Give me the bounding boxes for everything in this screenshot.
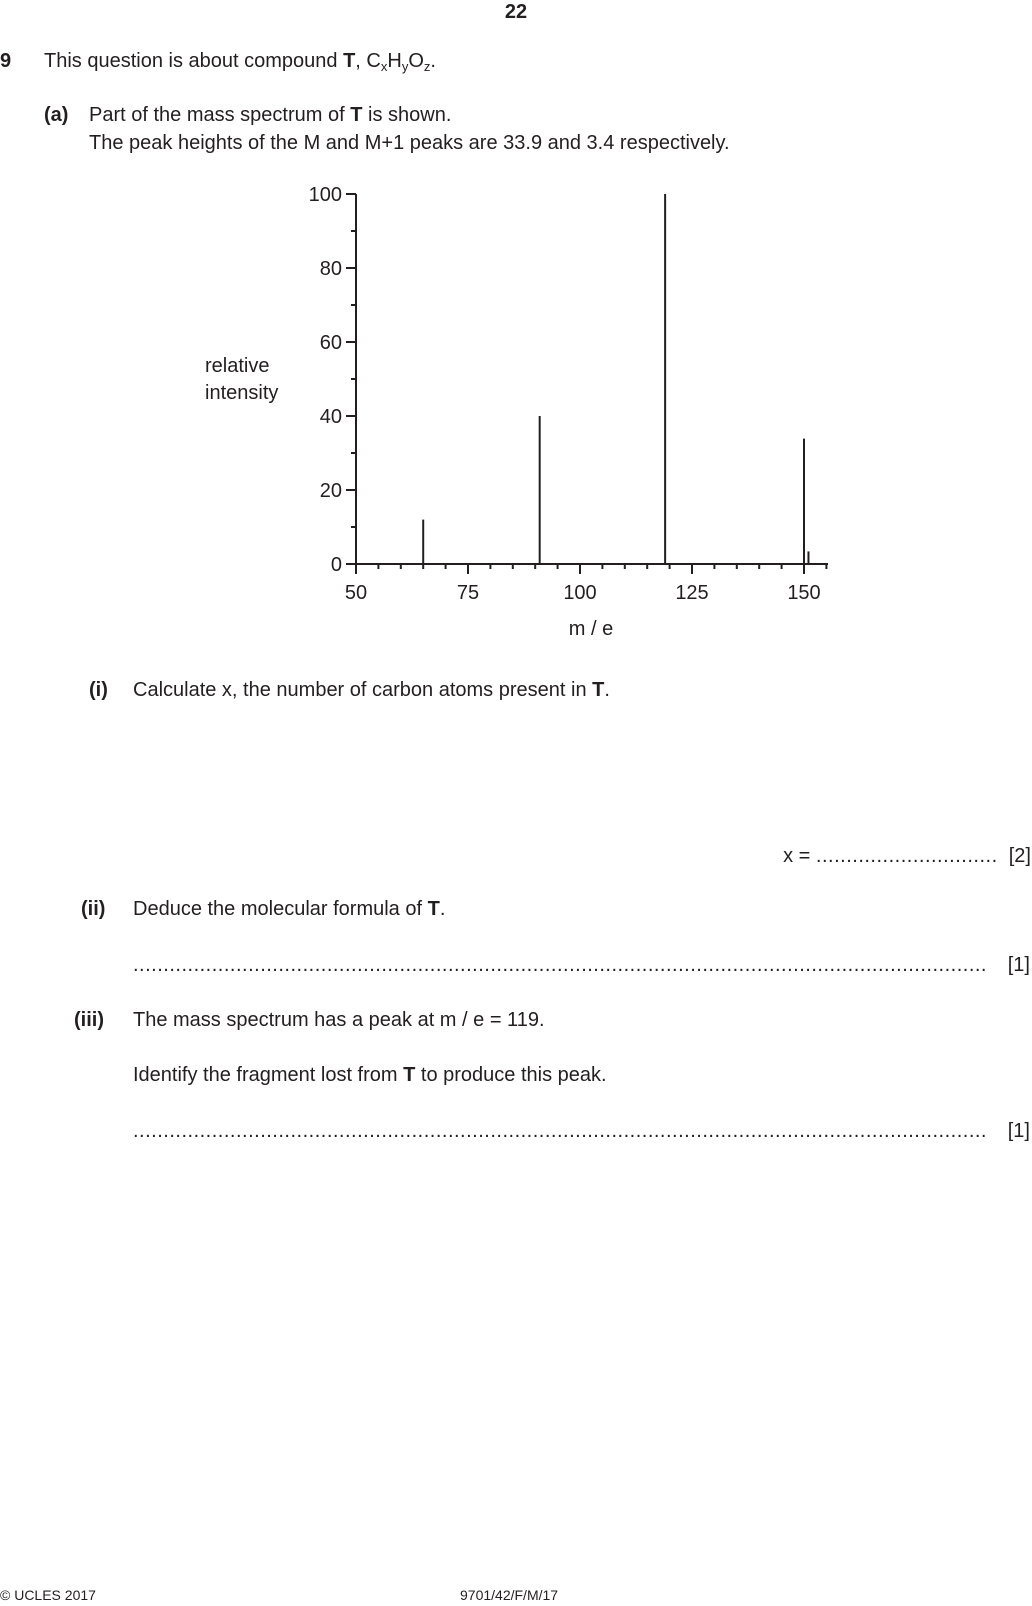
sub-i-label: (i)	[89, 679, 108, 701]
y-axis-label: relative	[205, 355, 270, 377]
footer-code: 9701/42/F/M/17	[460, 1587, 559, 1603]
x-tick-label: 100	[563, 582, 597, 604]
x-tick-label: 125	[675, 582, 709, 604]
sub-ii-label: (ii)	[81, 898, 106, 920]
page-number: 22	[504, 1, 528, 23]
molecular-formula-answer-field[interactable]: .............................................................................................................................................	[133, 954, 987, 976]
x-answer-field[interactable]: ..............................	[815, 845, 998, 867]
compound-formula: $C_xH_yO_z$.	[366, 50, 436, 74]
sub-iii-answer-line	[133, 1119, 1030, 1143]
compound-label: T	[343, 50, 356, 72]
sub-iii-question: Identify the fragment lost from T to produce this peak.	[133, 1064, 607, 1086]
sub-i-answer-line	[783, 844, 1031, 868]
question-intro: This question is about compound	[44, 50, 338, 72]
x-axis-label: m / e	[568, 618, 614, 640]
part-a-line1: Part of the mass spectrum of T is shown.	[89, 104, 452, 126]
question-number: 9	[0, 50, 12, 72]
y-tick-label: 40	[319, 406, 342, 428]
y-tick-label: 0	[330, 554, 342, 576]
x-tick-label: 75	[456, 582, 480, 604]
y-tick-label: 20	[319, 480, 342, 502]
y-axis-label: intensity	[205, 382, 279, 404]
sub-i-marks: [2]	[1008, 845, 1031, 867]
sub-iii-label: (iii)	[74, 1009, 104, 1031]
part-a-line2: The peak heights of the M and M+1 peaks are 33.9 and 3.4 respectively.	[89, 132, 730, 154]
x-tick-label: 150	[787, 582, 821, 604]
question-stem: This question is about compound T, $C_xH_yO_z$.	[44, 50, 436, 74]
y-tick-label: 80	[319, 258, 342, 280]
sub-ii-question: Deduce the molecular formula of T.	[133, 898, 446, 920]
sub-iii-text1: The mass spectrum has a peak at m / e = 119.	[133, 1009, 545, 1031]
y-tick-label: 100	[308, 184, 342, 206]
x-equals: x =	[783, 845, 811, 867]
sub-ii-marks: [1]	[1007, 954, 1030, 976]
sub-i-question: Calculate x, the number of carbon atoms present in T.	[133, 679, 610, 701]
y-tick-label: 60	[319, 332, 342, 354]
mass-spectrum-chart	[0, 170, 1032, 650]
x-tick-label: 50	[344, 582, 368, 604]
sub-iii-marks: [1]	[1007, 1120, 1030, 1142]
fragment-answer-field[interactable]: .............................................................................................................................................	[133, 1120, 987, 1142]
part-a-label: (a)	[44, 104, 69, 126]
footer-copyright: © UCLES 2017	[0, 1587, 96, 1603]
sub-ii-answer-line	[133, 953, 1030, 977]
